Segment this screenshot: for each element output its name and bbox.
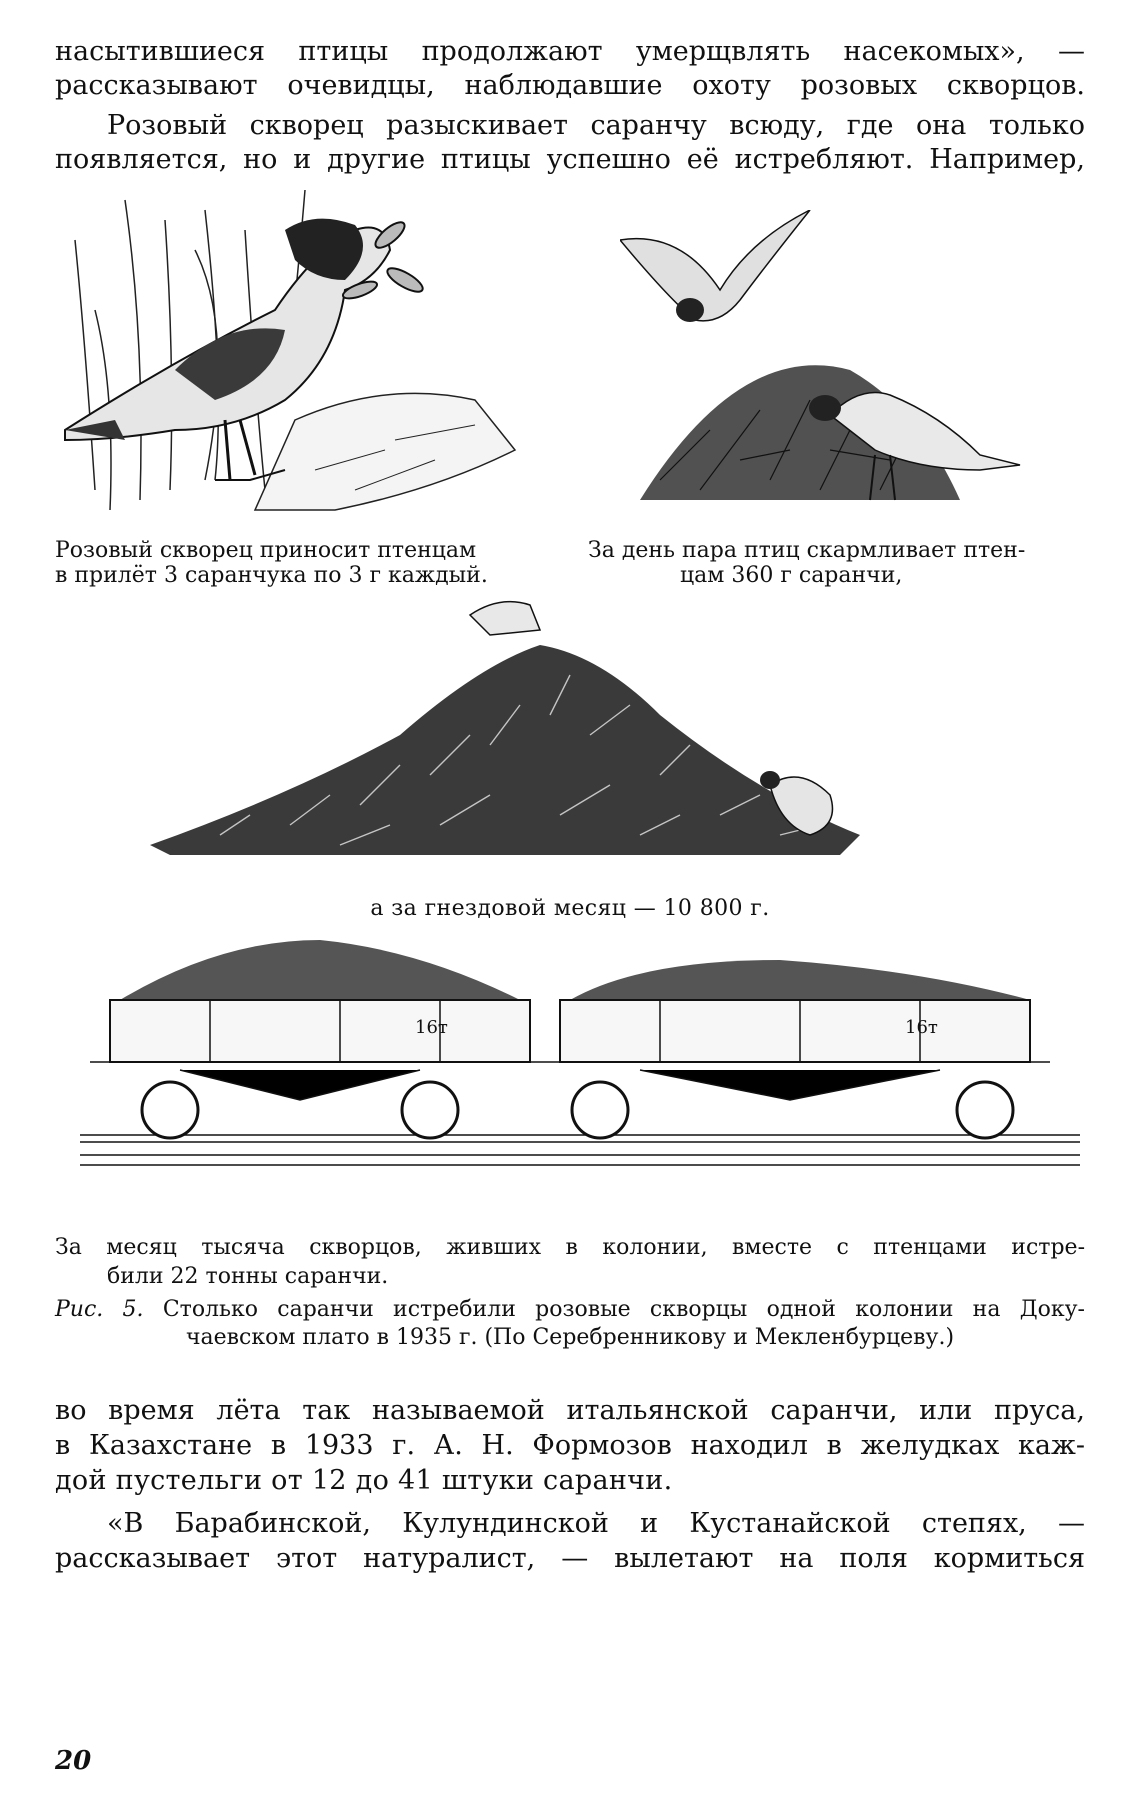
bird-pair-feeding-illustration (620, 210, 1080, 530)
figure-caption-line-2: чаевском плато в 1935 г. (По Серебренникову и Мекленбурцеву.) (185, 1325, 955, 1350)
figure-caption-text-1: Столько саранчи истребили розовые скворцы одной колонии на Доку- (162, 1297, 1085, 1322)
figure-label: Рис. 5. (55, 1297, 144, 1322)
left-caption-line-1: Розовый скворец приносит птенцам (55, 538, 477, 563)
locust-heap-month-illustration (140, 595, 990, 885)
body-line-2: рассказывают очевидцы, наблюдавшие охоту розовых скворцов. (55, 70, 1085, 101)
railway-wagons-illustration (80, 930, 1080, 1210)
body-line-7: дой пустельги от 12 до 41 штуки саранчи. (55, 1465, 673, 1496)
wagon-2-label: 16т (905, 1017, 938, 1038)
body-line-9: рассказывает этот натуралист, — вылетают на поля кормиться (55, 1543, 1085, 1574)
right-caption-line-2: цам 360 г саранчи, (680, 563, 903, 588)
body-line-6: в Казахстане в 1933 г. А. Н. Формозов находил в желудках каж- (55, 1430, 1085, 1461)
body-line-8: «В Барабинской, Кулундинской и Кустанайской степях, — (107, 1508, 1085, 1539)
body-line-5: во время лёта так называемой итальянской саранчи, или пруса, (55, 1395, 1085, 1426)
wagon-1-label: 16т (415, 1017, 448, 1038)
wagons-caption-line-1: За месяц тысяча скворцов, живших в колонии, вместе с птенцами истре- (55, 1235, 1085, 1260)
page-number: 20 (55, 1746, 92, 1776)
body-line-3: Розовый скворец разыскивает саранчу всюду, где она только (107, 110, 1085, 141)
body-line-4: появляется, но и другие птицы успешно её истребляют. Например, (55, 144, 1085, 175)
left-caption-line-2: в прилёт 3 саранчука по 3 г каждый. (55, 563, 488, 588)
wagons-caption-line-2: били 22 тонны саранчи. (107, 1264, 389, 1289)
figure-caption-line-1 (55, 1296, 1085, 1323)
heap-caption: а за гнездовой месяц — 10 800 г. (370, 896, 770, 921)
body-line-1: насытившиеся птицы продолжают умерщвлять насекомых», — (55, 36, 1085, 67)
starling-carrying-locusts-illustration (55, 190, 555, 520)
right-caption-line-1: За день пара птиц скармливает птен- (588, 538, 1026, 563)
